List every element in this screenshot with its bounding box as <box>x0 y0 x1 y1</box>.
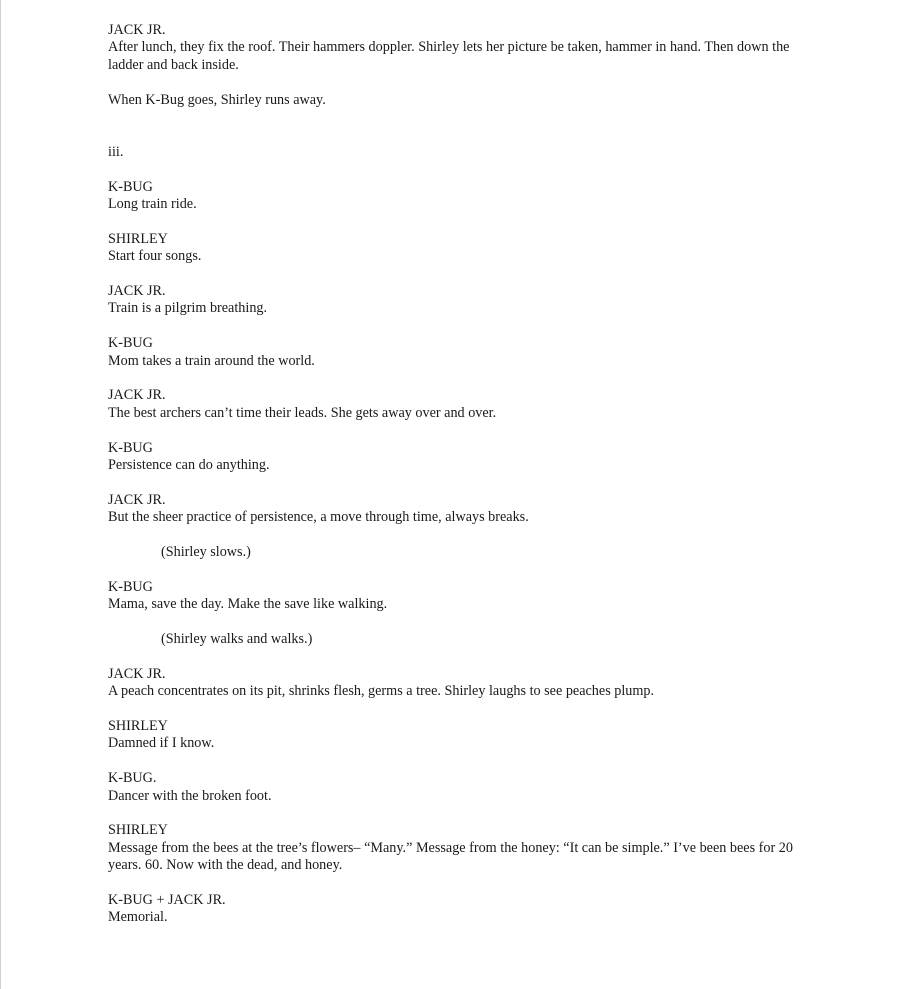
dialogue-block <box>108 666 808 701</box>
dialogue-line: Memorial. <box>108 909 168 926</box>
dialogue-block <box>108 440 808 475</box>
dialogue-block <box>108 22 808 74</box>
dialogue-line: The best archers can’t time their leads. She gets away over and over. <box>108 404 497 421</box>
dialogue-line: A peach concentrates on its pit, shrinks flesh, germs a tree. Shirley laughs to see peaches plump. <box>108 683 655 700</box>
speaker-name: K-BUG <box>108 178 153 195</box>
script-page <box>108 22 808 944</box>
dialogue-block <box>108 579 808 614</box>
dialogue-block <box>108 492 808 527</box>
spacer <box>108 126 808 143</box>
dialogue-line: Mama, save the day. Make the save like walking. <box>108 596 388 613</box>
dialogue-line: Train is a pilgrim breathing. <box>108 300 268 317</box>
dialogue-block <box>108 892 808 927</box>
speaker-name: SHIRLEY <box>108 822 168 839</box>
speaker-name: K-BUG <box>108 335 153 352</box>
stage-direction: (Shirley slows.) <box>161 544 251 561</box>
dialogue-line: Mom takes a train around the world. <box>108 352 315 369</box>
dialogue-line: Dancer with the broken foot. <box>108 787 272 804</box>
dialogue-line: Persistence can do anything. <box>108 457 270 474</box>
dialogue-block <box>108 822 808 874</box>
section-number: iii. <box>108 143 124 160</box>
stage-direction-block <box>108 631 808 648</box>
dialogue-line: Long train ride. <box>108 196 197 212</box>
stage-direction-block <box>108 544 808 561</box>
dialogue-line: After lunch, they fix the roof. Their hammers doppler. Shirley lets her picture be taken, hammer in hand. Then down the ladder and back inside. <box>108 39 790 73</box>
action-line: When K-Bug goes, Shirley runs away. <box>108 91 326 108</box>
dialogue-block <box>108 335 808 370</box>
dialogue-line: Message from the bees at the tree’s flowers– “Many.” Message from the honey: “It can be simple.” I’ve been bees for 20 years. 60. Now with the dead, and honey. <box>108 839 793 874</box>
dialogue-block <box>108 387 808 422</box>
speaker-name: K-BUG. <box>108 770 157 787</box>
speaker-name: SHIRLEY <box>108 230 168 247</box>
speaker-name: JACK JR. <box>108 283 166 299</box>
dialogue-line: Start four songs. <box>108 248 202 265</box>
section-block <box>108 144 808 161</box>
speaker-name: JACK JR. <box>108 387 166 404</box>
page-left-edge <box>0 0 1 989</box>
dialogue-block <box>108 231 808 266</box>
speaker-name: JACK JR. <box>108 22 166 38</box>
speaker-name: K-BUG <box>108 439 153 456</box>
dialogue-line: But the sheer practice of persistence, a move through time, always breaks. <box>108 509 529 526</box>
speaker-name: SHIRLEY <box>108 718 168 735</box>
speaker-name: K-BUG <box>108 578 153 595</box>
paragraph-block <box>108 92 808 109</box>
stage-direction: (Shirley walks and walks.) <box>161 631 313 648</box>
dialogue-block <box>108 718 808 753</box>
speaker-name: K-BUG + JACK JR. <box>108 892 226 909</box>
speaker-name: JACK JR. <box>108 665 166 682</box>
dialogue-line: Damned if I know. <box>108 735 215 752</box>
dialogue-block <box>108 770 808 805</box>
speaker-name: JACK JR. <box>108 491 166 508</box>
dialogue-block <box>108 179 808 214</box>
dialogue-block <box>108 283 808 318</box>
